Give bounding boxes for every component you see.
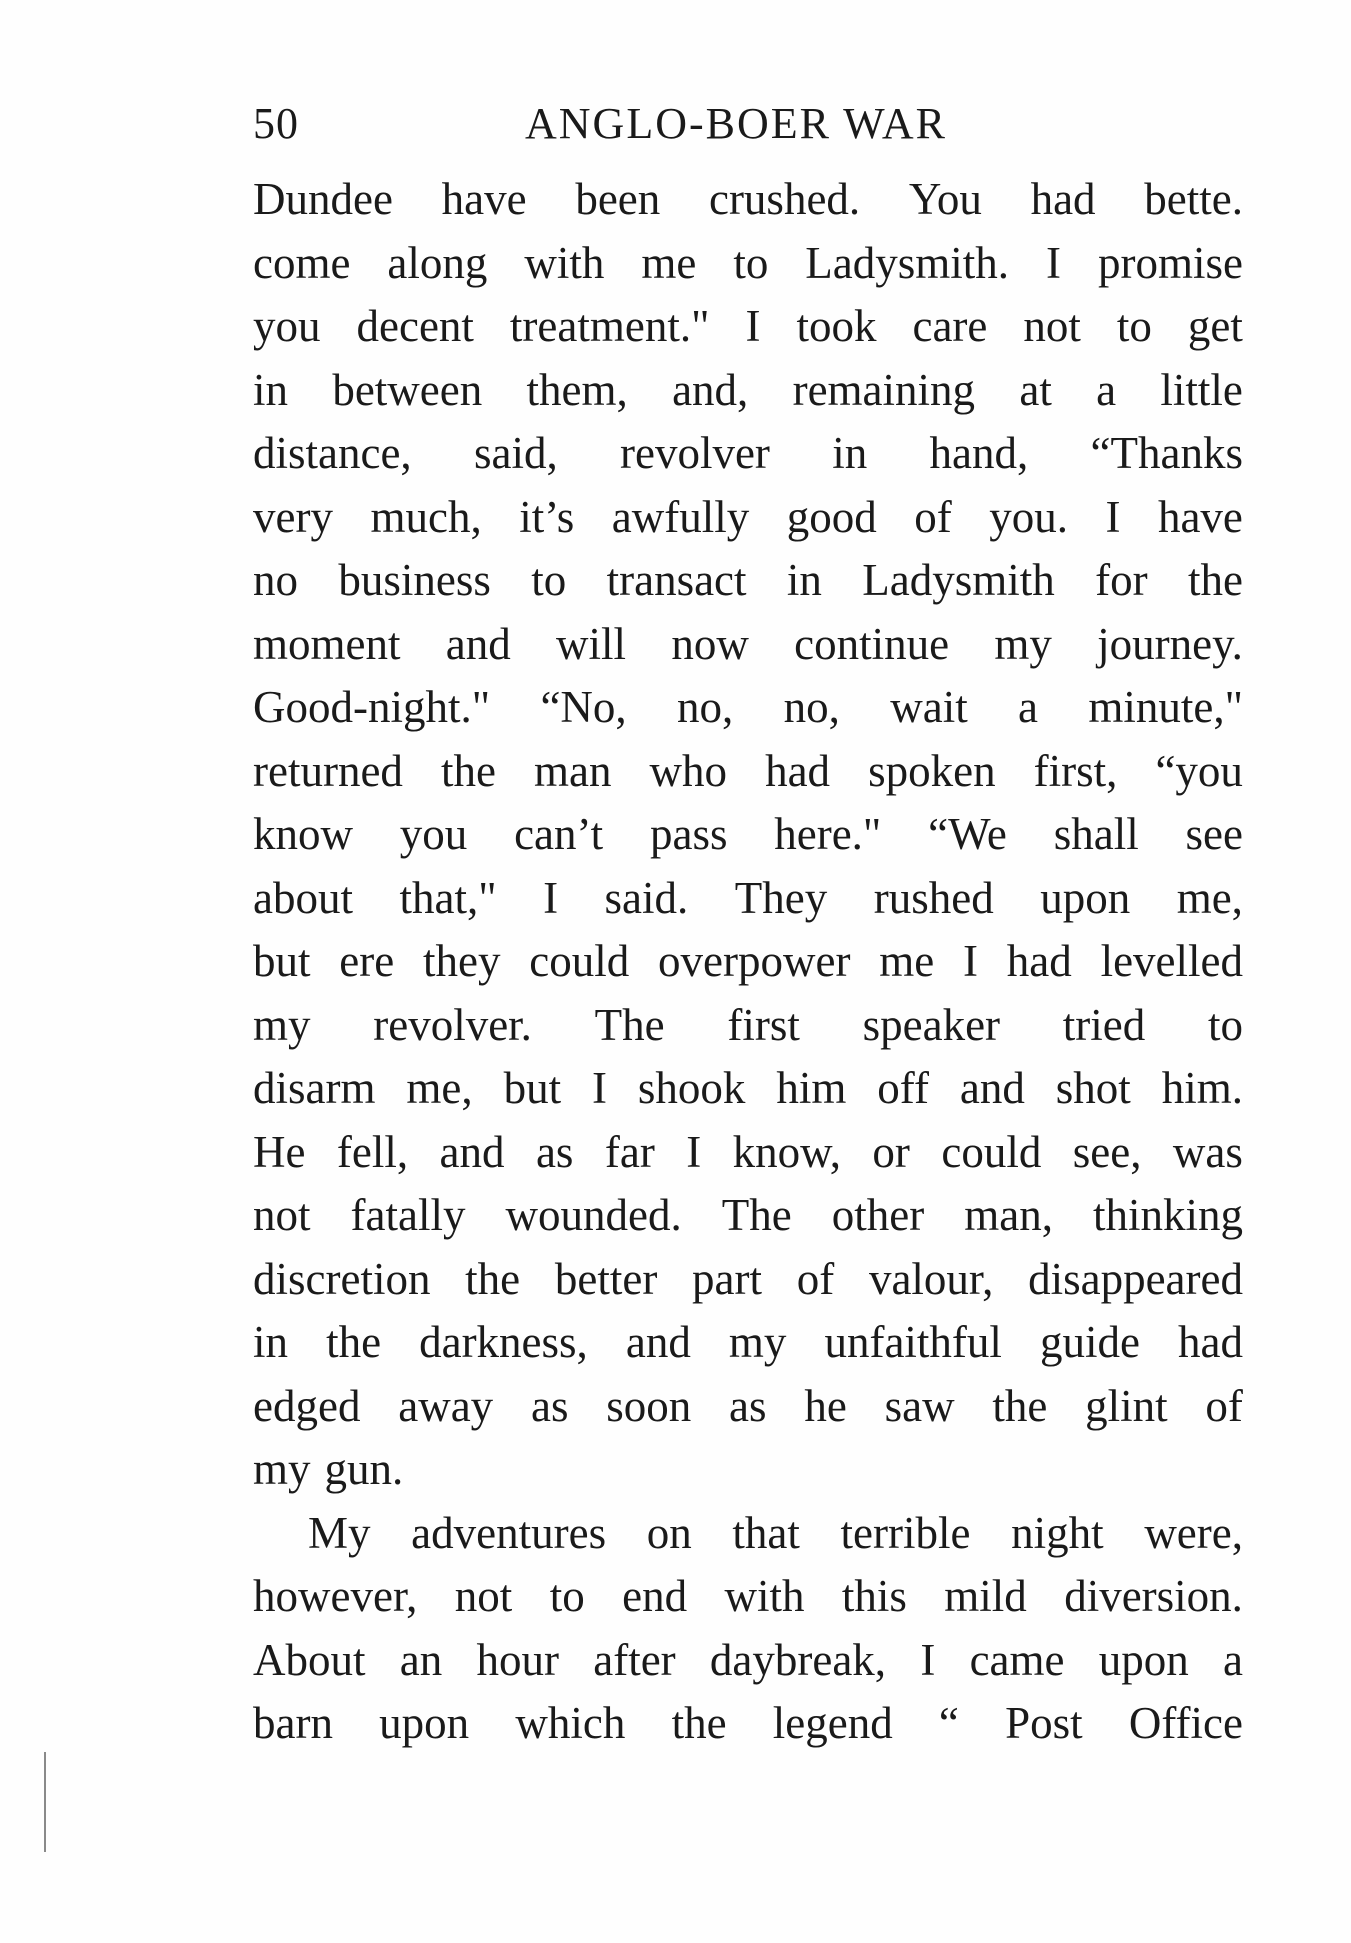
word: valour, xyxy=(868,1253,994,1304)
word: far xyxy=(604,1126,655,1177)
word: were, xyxy=(1144,1507,1243,1558)
word: said. xyxy=(604,872,689,923)
text-line xyxy=(253,803,1243,867)
word: speaker xyxy=(862,999,1001,1050)
word: no xyxy=(253,555,298,605)
word: they xyxy=(423,936,501,986)
word: Ladysmith. xyxy=(805,237,1010,288)
word: not xyxy=(253,1190,311,1240)
word: My xyxy=(308,1507,371,1558)
word: and xyxy=(625,1317,691,1367)
word: but xyxy=(253,936,311,986)
word: better xyxy=(554,1253,658,1304)
text-line xyxy=(253,359,1243,423)
text-line xyxy=(253,1438,1243,1502)
word: gun. xyxy=(324,1444,404,1494)
word: saw xyxy=(884,1380,955,1431)
body-text xyxy=(253,168,1243,1756)
word: that," xyxy=(399,872,497,923)
text-line xyxy=(253,1502,1243,1566)
word: of xyxy=(1205,1380,1243,1431)
word: man xyxy=(534,745,612,796)
word: came xyxy=(969,1634,1065,1685)
word: him. xyxy=(1161,1063,1243,1113)
word: crushed. xyxy=(708,174,861,224)
word: not xyxy=(454,1571,513,1621)
word: I xyxy=(745,301,761,351)
word: him xyxy=(776,1063,847,1113)
word: of xyxy=(796,1253,835,1304)
paragraph xyxy=(253,168,1243,1502)
word: no, xyxy=(677,682,734,732)
word: you xyxy=(399,809,468,859)
word: You xyxy=(908,174,982,224)
word: get xyxy=(1187,301,1243,351)
word: you. xyxy=(989,491,1068,542)
word: my xyxy=(728,1317,787,1367)
word: in xyxy=(253,1317,289,1367)
word: unfaithful xyxy=(824,1317,1002,1367)
word: mild xyxy=(944,1571,1027,1621)
word: to xyxy=(1116,301,1152,351)
text-line xyxy=(253,994,1243,1058)
word: The xyxy=(594,999,665,1050)
word: been xyxy=(575,174,661,224)
word: know xyxy=(253,809,353,859)
word: the xyxy=(671,1698,727,1748)
word: at xyxy=(1019,364,1052,415)
word: darkness, xyxy=(419,1317,588,1367)
word: pass xyxy=(649,809,728,859)
word: for xyxy=(1095,555,1148,605)
text-line xyxy=(253,232,1243,296)
text-line xyxy=(253,1057,1243,1121)
word: They xyxy=(734,872,828,923)
word: will xyxy=(556,618,627,669)
word: shook xyxy=(637,1063,746,1113)
word: journey. xyxy=(1097,618,1243,669)
word: had xyxy=(765,745,831,796)
word: a xyxy=(1222,1634,1243,1685)
word: and xyxy=(959,1063,1025,1113)
word: an xyxy=(399,1634,443,1685)
word: remaining xyxy=(792,364,976,415)
word: man, xyxy=(964,1190,1053,1240)
text-line xyxy=(253,486,1243,550)
word: I xyxy=(963,936,979,986)
word: a xyxy=(1096,364,1117,415)
text-line xyxy=(253,422,1243,486)
word: fatally xyxy=(350,1190,466,1240)
word: care xyxy=(912,301,988,351)
word: very xyxy=(253,491,333,542)
word: or xyxy=(872,1126,910,1177)
margin-scan-mark xyxy=(44,1752,46,1852)
word: me xyxy=(641,237,697,288)
text-line xyxy=(253,549,1243,613)
word: promise xyxy=(1097,237,1243,288)
word: Good-night." xyxy=(253,682,491,732)
word: disarm xyxy=(253,1063,376,1113)
word: he xyxy=(804,1380,847,1431)
word: to xyxy=(1207,999,1243,1050)
word: here." xyxy=(774,809,882,859)
word: hand, xyxy=(929,428,1029,478)
word: can’t xyxy=(514,809,604,859)
word: thinking xyxy=(1092,1190,1243,1240)
word: not xyxy=(1023,301,1081,351)
text-line xyxy=(253,1629,1243,1693)
word: Post xyxy=(1005,1698,1083,1748)
word: of xyxy=(914,491,952,542)
word: away xyxy=(398,1380,494,1431)
word: in xyxy=(786,555,822,605)
text-line xyxy=(253,1121,1243,1185)
text-line xyxy=(253,295,1243,359)
word: my xyxy=(253,1444,311,1494)
word: Office xyxy=(1128,1698,1243,1748)
word: about xyxy=(253,872,353,923)
word: returned xyxy=(253,745,403,796)
word: in xyxy=(253,364,289,415)
word: the xyxy=(465,1253,521,1304)
word: treatment." xyxy=(509,301,710,351)
word: me, xyxy=(1176,872,1243,923)
word: continue xyxy=(794,618,950,669)
word: see xyxy=(1185,809,1243,859)
word: upon xyxy=(1098,1634,1189,1685)
text-line xyxy=(253,1248,1243,1312)
word: between xyxy=(332,364,483,415)
word: minute," xyxy=(1088,682,1243,732)
word: along xyxy=(387,237,488,288)
word: terrible xyxy=(840,1507,971,1558)
word: I xyxy=(1105,491,1121,542)
word: fell, xyxy=(336,1126,409,1177)
word: revolver xyxy=(620,428,770,478)
word: moment xyxy=(253,618,401,669)
word: awfully xyxy=(611,491,750,542)
word: on xyxy=(646,1507,692,1558)
word: decent xyxy=(356,301,474,351)
text-line xyxy=(253,1565,1243,1629)
word: and xyxy=(439,1126,505,1177)
word: “We xyxy=(928,809,1007,859)
word: spoken xyxy=(868,745,996,796)
word: have xyxy=(1157,491,1243,542)
text-line xyxy=(253,676,1243,740)
word: but xyxy=(503,1063,562,1113)
word: which xyxy=(515,1698,626,1748)
word: levelled xyxy=(1100,936,1243,986)
word: me, xyxy=(406,1063,473,1113)
word: had xyxy=(1030,174,1096,224)
word: The xyxy=(721,1190,792,1240)
word: the xyxy=(992,1380,1048,1431)
word: however, xyxy=(253,1571,418,1621)
word: diversion. xyxy=(1064,1571,1243,1621)
word: now xyxy=(671,618,749,669)
word: legend xyxy=(772,1698,893,1748)
word: “No, xyxy=(540,682,627,732)
word: hour xyxy=(476,1634,559,1685)
word: the xyxy=(1187,555,1243,605)
word: the xyxy=(326,1317,382,1367)
word: daybreak, xyxy=(709,1634,887,1685)
text-line xyxy=(253,1692,1243,1756)
word: much, xyxy=(370,491,482,542)
word: good xyxy=(786,491,877,542)
word: said, xyxy=(473,428,558,478)
word: barn xyxy=(253,1698,333,1748)
word: come xyxy=(253,237,351,288)
word: and xyxy=(445,618,511,669)
word: ere xyxy=(339,936,395,986)
word: other xyxy=(831,1190,925,1240)
word: transact xyxy=(606,555,747,605)
word: first, xyxy=(1033,745,1118,796)
word: had xyxy=(1177,1317,1243,1367)
word: my xyxy=(253,999,311,1050)
text-line xyxy=(253,613,1243,677)
text-line xyxy=(253,1311,1243,1375)
word: disappeared xyxy=(1028,1253,1243,1304)
word: as xyxy=(729,1380,767,1431)
word: after xyxy=(593,1634,676,1685)
word: He xyxy=(253,1126,306,1177)
word: no, xyxy=(783,682,840,732)
word: I xyxy=(592,1063,607,1113)
word: this xyxy=(841,1571,907,1621)
word: part xyxy=(692,1253,762,1304)
word: them, xyxy=(526,364,628,415)
word: “you xyxy=(1155,745,1243,796)
word: revolver. xyxy=(373,999,532,1050)
word: upon xyxy=(379,1698,470,1748)
word: could xyxy=(941,1126,1042,1177)
word: and, xyxy=(672,364,749,415)
word: as xyxy=(535,1126,574,1177)
word: night xyxy=(1011,1507,1104,1558)
text-line xyxy=(253,1375,1243,1439)
paragraph xyxy=(253,1502,1243,1756)
word: end xyxy=(622,1571,688,1621)
word: I xyxy=(920,1634,936,1685)
word: About xyxy=(253,1634,366,1685)
word: had xyxy=(1006,936,1072,986)
word: adventures xyxy=(411,1507,607,1558)
word: as xyxy=(530,1380,569,1431)
word: my xyxy=(994,618,1052,669)
word: guide xyxy=(1039,1317,1140,1367)
word: to xyxy=(531,555,567,605)
word: discretion xyxy=(253,1253,431,1304)
word: have xyxy=(441,174,527,224)
word: could xyxy=(529,936,630,986)
word: I xyxy=(1046,237,1061,288)
text-line xyxy=(253,867,1243,931)
word: off xyxy=(877,1063,929,1113)
word: see, xyxy=(1072,1126,1142,1177)
word: a xyxy=(1018,682,1039,732)
word: with xyxy=(524,237,605,288)
word: me xyxy=(879,936,935,986)
running-head: ANGLO-BOER WAR xyxy=(525,99,947,148)
word: to xyxy=(733,237,769,288)
word: distance, xyxy=(253,428,412,478)
word: with xyxy=(724,1571,805,1621)
page-header xyxy=(253,98,1243,150)
word: soon xyxy=(606,1380,692,1431)
word: Ladysmith xyxy=(862,555,1055,605)
word: overpower xyxy=(658,936,851,986)
word: in xyxy=(832,428,868,478)
word: “ xyxy=(938,1698,959,1748)
text-line xyxy=(253,168,1243,232)
word: business xyxy=(338,555,491,605)
text-line xyxy=(253,1184,1243,1248)
word: who xyxy=(649,745,728,796)
word: I xyxy=(686,1126,702,1177)
word: upon xyxy=(1040,872,1131,923)
word: “Thanks xyxy=(1090,428,1243,478)
word: I xyxy=(543,872,559,923)
word: took xyxy=(796,301,877,351)
word: tried xyxy=(1062,999,1146,1050)
word: rushed xyxy=(873,872,994,923)
word: wounded. xyxy=(505,1190,682,1240)
word: first xyxy=(727,999,800,1050)
word: you xyxy=(253,301,321,351)
page-number: 50 xyxy=(253,99,299,148)
word: to xyxy=(549,1571,585,1621)
word: little xyxy=(1160,364,1243,415)
word: shot xyxy=(1055,1063,1131,1113)
word: glint xyxy=(1085,1380,1168,1431)
word: edged xyxy=(253,1380,361,1431)
text-line xyxy=(253,930,1243,994)
word: was xyxy=(1172,1126,1243,1177)
word: it’s xyxy=(519,491,575,542)
text-line xyxy=(253,740,1243,804)
word: know, xyxy=(732,1126,841,1177)
word: bette. xyxy=(1144,174,1243,224)
word: the xyxy=(440,745,496,796)
word: wait xyxy=(890,682,968,732)
word: Dundee xyxy=(253,174,393,224)
word: shall xyxy=(1053,809,1139,859)
word: that xyxy=(732,1507,800,1558)
